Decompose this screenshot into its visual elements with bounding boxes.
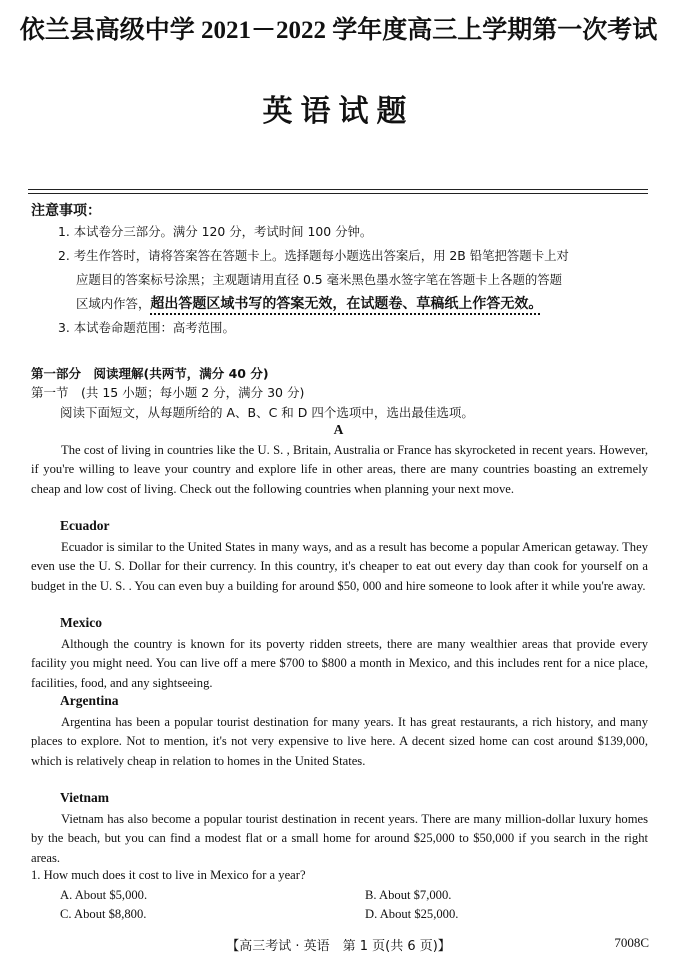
question-1-option-c: C. About $8,800. bbox=[60, 907, 147, 921]
question-1-option-b: B. About $7,000. bbox=[365, 888, 452, 902]
notice-item-3: 3. 本试卷命题范围：高考范围。 bbox=[58, 320, 235, 335]
vietnam-text: Vietnam has also become a popular tourist destination in recent years. There are many million-dollar luxury homes by the beach, but you can find a modest flat or a small home for around $25,000 to $50,000 if you search in the right areas. bbox=[31, 812, 648, 865]
paper-code: 7008C bbox=[614, 935, 649, 950]
double-rule-bottom bbox=[28, 193, 648, 194]
part1-heading bbox=[31, 364, 269, 382]
mexico-text: Although the country is known for its poverty ridden streets, there are many wealthier areas that provide every facility you might need. You can live off a mere $700 to $800 a month in Mexico, and this includes rent for a nice place, facilities, food, and any sightseeing. bbox=[31, 637, 648, 690]
ecuador-heading: Ecuador bbox=[60, 518, 110, 533]
instruction: 阅读下面短文，从每题所给的 A、B、C 和 D 四个选项中，选出最佳选项。 bbox=[60, 405, 474, 420]
question-1-option-a: A. About $5,000. bbox=[60, 888, 148, 902]
notice-emphasis-text: 超出答题区域书写的答案无效，在试题卷、草稿纸上作答无效。 bbox=[150, 296, 543, 312]
argentina-heading: Argentina bbox=[60, 693, 119, 708]
part1-heading-suffix: (共两节，满分 40 分) bbox=[143, 366, 269, 381]
argentina-text: Argentina has been a popular tourist destination for many years. It has great restaurants, a rich history, and many places to explore. Not to mention, it's not very expensive to live here. A decent sized home can cost around $139,000, which is relatively cheap in relation to homes in the United States. bbox=[31, 715, 648, 768]
ecuador-text: Ecuador is similar to the United States in many ways, and as a result has become a popular American getaway. They even use the U. S. Dollar for their currency. In this country, it's cheaper to eat out every day than cook for yourself on a budget in the U. S. . You can even buy a building for around $50, 000 and hire someone to look after it while you're away. bbox=[31, 540, 648, 593]
question-1-option-d: D. About $25,000. bbox=[365, 907, 459, 921]
notice-item-2-line-1: 2. 考生作答时，请将答案答在答题卡上。选择题每小题选出答案后，用 2B 铅笔把答题卡上对 bbox=[58, 248, 569, 263]
part1-heading-prefix: 第一部分 阅读理解 bbox=[31, 366, 144, 381]
notice-item-1: 1. 本试卷分三部分。满分 120 分，考试时间 100 分钟。 bbox=[58, 224, 373, 239]
vietnam-heading: Vietnam bbox=[60, 790, 109, 805]
double-rule-top bbox=[28, 189, 648, 190]
section1-heading: 第一节 (共 15 小题；每小题 2 分，满分 30 分) bbox=[31, 385, 305, 400]
passage-intro: The cost of living in countries like the U. S. , Britain, Australia or France has skyrocketed in recent years. However, if you're willing to leave your country and explore life in other areas, there are many countries boasting an extremely cheap and low cost of living. Check out the following countries when planning your next move. bbox=[31, 443, 648, 496]
subject-title: 英语试题 bbox=[262, 94, 415, 129]
mexico-heading: Mexico bbox=[60, 615, 102, 630]
notice-plain-text: 区域内作答， bbox=[76, 296, 151, 311]
page-footer: 【高三考试 · 英语 第 1 页(共 6 页)】 bbox=[226, 939, 451, 954]
notice-title: 注意事项： bbox=[31, 203, 101, 219]
question-1-stem: 1. How much does it cost to live in Mexico for a year? bbox=[31, 868, 306, 882]
notice-item-2-line-2: 应题目的答案标号涂黑；主观题请用直径 0.5 毫米黑色墨水签字笔在答题卡上各题的答题 bbox=[76, 272, 563, 287]
passage-label: A bbox=[333, 422, 344, 437]
notice-item-2-line-3 bbox=[76, 292, 542, 316]
exam-title: 依兰县高级中学 2021－2022 学年度高三上学期第一次考试 bbox=[19, 17, 658, 44]
